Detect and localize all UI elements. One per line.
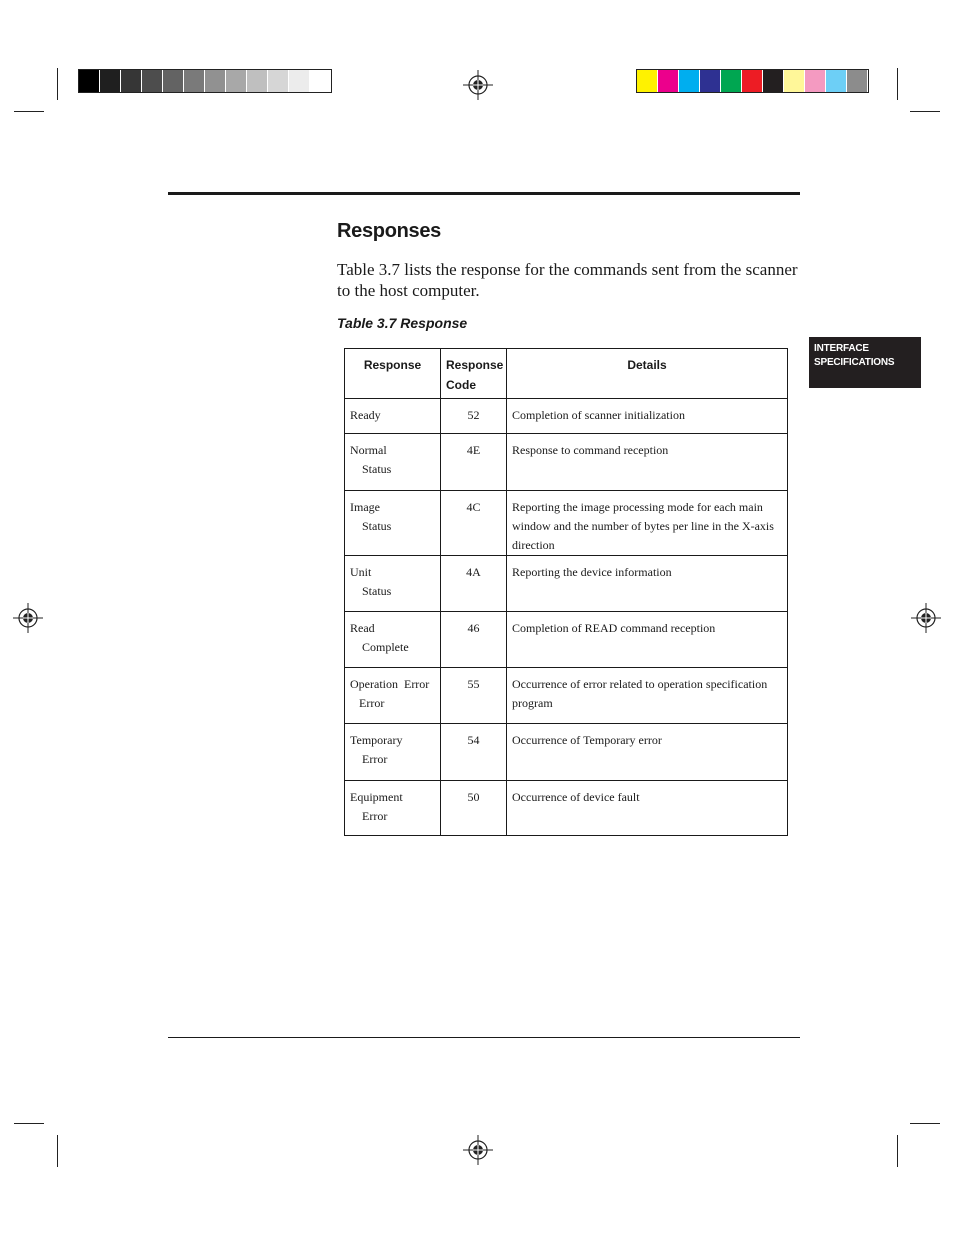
color-swatch [805,70,826,92]
color-swatch [163,70,184,92]
table-row [345,781,788,836]
color-swatch [763,70,784,92]
response-name: Operation Error [350,677,430,691]
response-name-cell [345,668,441,724]
response-details-cell: Occurrence of device fault [507,781,788,836]
registration-mark-icon [463,1135,493,1165]
response-name-sub: Status [362,519,392,533]
response-table [344,348,788,836]
response-code-cell: 55 [441,668,507,724]
response-details-cell: Occurrence of Temporary error [507,724,788,781]
color-swatch [289,70,310,92]
response-name-sub: Error [362,809,388,823]
color-swatch [679,70,700,92]
table-row [345,434,788,491]
response-details-cell: Response to command reception [507,434,788,491]
response-code-cell: 4E [441,434,507,491]
color-swatch [142,70,163,92]
response-details-cell: Reporting the image processing mode for each main window and the number of bytes per line in the X-axis direction [507,491,788,556]
table-header-row [345,349,788,399]
color-swatch [784,70,805,92]
crop-mark [910,1123,940,1124]
response-code-cell: 52 [441,399,507,434]
color-swatch [700,70,721,92]
response-details-cell: Completion of READ command reception [507,612,788,668]
response-code-cell: 46 [441,612,507,668]
header-code-line1: Response [446,358,504,372]
color-swatch [268,70,289,92]
response-name-cell [345,434,441,491]
color-swatch [826,70,847,92]
response-code-cell: 4A [441,556,507,612]
response-name-sub: Error [362,752,388,766]
registration-mark-icon [13,603,43,633]
color-swatch [742,70,763,92]
crop-mark [897,1135,898,1167]
response-name-cell [345,612,441,668]
chapter-side-tab [809,337,921,388]
response-name: Ready [350,408,381,422]
color-swatch-bar [636,69,869,93]
color-swatch [205,70,226,92]
table-row [345,399,788,434]
color-swatch [247,70,268,92]
color-swatch [226,70,247,92]
response-name: Equipment [350,790,403,804]
response-code-cell: 50 [441,781,507,836]
color-swatch [847,70,868,92]
table-row [345,556,788,612]
color-swatch [721,70,742,92]
table-row [345,724,788,781]
crop-mark [57,1135,58,1167]
table-caption: Table 3.7 Response [337,315,468,331]
color-swatch [184,70,205,92]
crop-mark [57,68,58,100]
header-code-line2: Code [446,378,476,392]
section-heading: Responses [337,220,442,242]
intro-paragraph: Table 3.7 lists the response for the commands sent from the scanner to the host computer. [337,260,798,300]
color-swatch [121,70,142,92]
response-name-sub: Status [362,584,392,598]
response-name: Normal [350,443,387,457]
footer-rule [168,1037,800,1038]
response-name-sub: Error [359,696,385,710]
table-row [345,612,788,668]
header-response: Response [345,349,441,399]
response-name-cell [345,724,441,781]
response-details-cell: Occurrence of error related to operation specification program [507,668,788,724]
header-rule [168,192,800,195]
response-name: Temporary [350,733,403,747]
response-name: Image [350,500,380,514]
response-name-cell [345,491,441,556]
color-swatch [79,70,100,92]
table-row [345,491,788,556]
color-swatch [658,70,679,92]
response-name-cell [345,556,441,612]
crop-mark [897,68,898,100]
color-swatch [637,70,658,92]
response-name-sub: Complete [362,640,409,654]
gray-swatch-bar [78,69,332,93]
response-code-cell: 4C [441,491,507,556]
crop-mark [910,111,940,112]
side-tab-line2: SPECIFICATIONS [814,357,895,368]
side-tab-line1: INTERFACE [814,343,869,354]
header-response-code [441,349,507,399]
crop-mark [14,1123,44,1124]
registration-mark-icon [463,70,493,100]
response-details-cell: Completion of scanner initialization [507,399,788,434]
table-row [345,668,788,724]
response-name-sub: Status [362,462,392,476]
response-name: Unit [350,565,372,579]
color-swatch [310,70,331,92]
response-name-cell [345,781,441,836]
response-details-cell: Reporting the device information [507,556,788,612]
response-name: Read [350,621,375,635]
header-details: Details [507,349,788,399]
registration-mark-icon [911,603,941,633]
crop-mark [14,111,44,112]
response-name-cell [345,399,441,434]
response-code-cell: 54 [441,724,507,781]
color-swatch [100,70,121,92]
